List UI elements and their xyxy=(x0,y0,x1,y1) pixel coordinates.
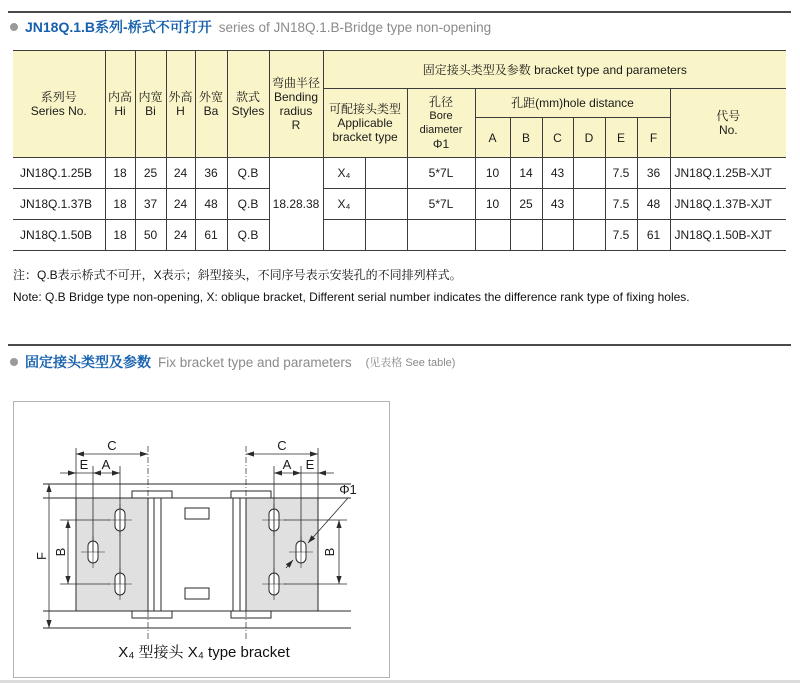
col-header-bending-en3: R xyxy=(291,118,301,132)
col-header-bending xyxy=(269,51,323,158)
dim-label-c-left: C xyxy=(107,438,117,453)
cell-ba: 36 xyxy=(195,158,227,189)
dim-label-e-right: E xyxy=(305,457,315,472)
col-header-e: E xyxy=(605,118,637,158)
dim-label-f: F xyxy=(34,552,49,560)
col-header-bore xyxy=(407,89,475,158)
col-header-bore-en: Bore diameter xyxy=(419,110,463,136)
col-header-applicable-en1: Applicable xyxy=(337,116,393,130)
cell-h: 24 xyxy=(166,189,195,220)
cell-c xyxy=(542,220,573,251)
left-plate xyxy=(76,498,148,611)
cell-b: 25 xyxy=(510,189,542,220)
cell-h: 24 xyxy=(166,158,195,189)
cell-bi: 50 xyxy=(135,220,166,251)
dim-label-a-left: A xyxy=(101,457,111,472)
diagram-caption: X₄ 型接头 X₄ type bracket xyxy=(118,644,290,661)
section2-title-zh: 固定接头类型及参数 xyxy=(25,354,151,370)
section-bullet-icon xyxy=(10,23,18,31)
cell-f: 61 xyxy=(637,220,670,251)
col-header-hi-zh: 内高 xyxy=(107,90,132,104)
col-header-bending-en1: Bending xyxy=(273,90,319,104)
table-row xyxy=(13,158,786,189)
col-header-bi-zh: 内宽 xyxy=(138,90,163,104)
cell-ba: 48 xyxy=(195,189,227,220)
col-header-series-zh: 系列号 xyxy=(40,90,77,104)
cell-code: JN18Q.1.37B-XJT xyxy=(670,189,786,220)
col-header-applicable xyxy=(323,89,407,158)
col-header-hi-en: Hi xyxy=(114,104,126,118)
section-bullet-icon xyxy=(10,358,18,366)
col-header-ba xyxy=(195,51,227,158)
col-header-hole-distance: 孔距(mm)hole distance xyxy=(475,89,670,118)
note-zh: 注：Q.B表示桥式不可开，X表示；斜型接头，不同序号表示安装孔的不同排列样式。 xyxy=(13,268,462,282)
dim-label-phi1: Φ1 xyxy=(339,482,357,497)
cell-style: Q.B xyxy=(227,158,269,189)
dim-label-b-right: B xyxy=(322,547,337,557)
col-header-bi-en: Bi xyxy=(145,104,156,118)
col-header-code-zh: 代号 xyxy=(716,109,741,123)
section1-title-zh: JN18Q.1.B系列-桥式不可打开 xyxy=(25,19,212,35)
cell-f: 36 xyxy=(637,158,670,189)
cell-c: 43 xyxy=(542,158,573,189)
note-en: Note: Q.B Bridge type non-opening, X: oblique bracket, Different serial number indicates the difference rank type of fixing holes. xyxy=(13,290,690,304)
section2-top-rule xyxy=(8,344,791,346)
cell-b: 14 xyxy=(510,158,542,189)
bracket-diagram-box xyxy=(13,401,390,678)
col-header-hi xyxy=(105,51,135,158)
cell-a xyxy=(475,220,510,251)
cell-e: 7.5 xyxy=(605,158,637,189)
col-header-styles xyxy=(227,51,269,158)
col-header-applicable-en2: bracket type xyxy=(332,130,398,144)
col-header-code-en: No. xyxy=(718,123,738,137)
col-header-bending-zh: 弯曲半径 xyxy=(271,76,320,90)
cell-bracket-type xyxy=(323,220,365,251)
cell-f: 48 xyxy=(637,189,670,220)
cell-code: JN18Q.1.25B-XJT xyxy=(670,158,786,189)
table-row xyxy=(13,220,786,251)
cell-d xyxy=(573,220,605,251)
cell-series: JN18Q.1.25B xyxy=(13,158,105,189)
cell-hi: 18 xyxy=(105,189,135,220)
cell-bracket-type2 xyxy=(365,158,407,189)
col-header-ba-zh: 外宽 xyxy=(198,90,223,104)
col-header-h-en: H xyxy=(176,104,185,118)
cell-a: 10 xyxy=(475,189,510,220)
table-notes xyxy=(13,264,793,308)
dim-label-e-left: E xyxy=(79,457,89,472)
cell-bracket-type: X₄ xyxy=(323,189,365,220)
col-header-a: A xyxy=(475,118,510,158)
cell-e: 7.5 xyxy=(605,189,637,220)
cell-series: JN18Q.1.37B xyxy=(13,189,105,220)
cell-b xyxy=(510,220,542,251)
col-header-series xyxy=(13,51,105,158)
cell-style: Q.B xyxy=(227,189,269,220)
right-plate xyxy=(246,498,318,611)
table-row xyxy=(13,189,786,220)
col-header-d: D xyxy=(573,118,605,158)
cell-bi: 25 xyxy=(135,158,166,189)
col-header-applicable-zh: 可配接头类型 xyxy=(328,102,401,116)
cell-h: 24 xyxy=(166,220,195,251)
cell-hi: 18 xyxy=(105,158,135,189)
col-header-h xyxy=(166,51,195,158)
cell-ba: 61 xyxy=(195,220,227,251)
section1-title-en: series of JN18Q.1.B-Bridge type non-opening xyxy=(218,19,492,35)
section2-title xyxy=(10,352,455,372)
cell-code: JN18Q.1.50B-XJT xyxy=(670,220,786,251)
dim-label-b-left: B xyxy=(53,547,68,557)
col-header-ba-en: Ba xyxy=(203,104,219,118)
dim-label-c-right: C xyxy=(277,438,287,453)
col-header-bending-en2: radius xyxy=(279,104,313,118)
cell-bi: 37 xyxy=(135,189,166,220)
cell-bore xyxy=(407,220,475,251)
col-header-f: F xyxy=(637,118,670,158)
section2-title-aside: (见表格 See table) xyxy=(365,357,456,369)
col-header-bi xyxy=(135,51,166,158)
cell-bore: 5*7L xyxy=(407,189,475,220)
cell-bracket-type: X₄ xyxy=(323,158,365,189)
section2-title-en: Fix bracket type and parameters xyxy=(158,354,352,370)
dim-label-a-right: A xyxy=(282,457,292,472)
bracket-technical-drawing xyxy=(14,402,389,677)
col-header-bore-sym: Φ1 xyxy=(432,137,450,151)
col-header-bore-zh: 孔径 xyxy=(428,95,453,109)
group-header-bracket: 固定接头类型及参数 bracket type and parameters xyxy=(323,51,786,89)
cell-a: 10 xyxy=(475,158,510,189)
col-header-c: C xyxy=(542,118,573,158)
cell-d xyxy=(573,158,605,189)
section1-title xyxy=(10,17,491,37)
col-header-b: B xyxy=(510,118,542,158)
spec-table xyxy=(13,50,786,251)
col-header-styles-en: Styles xyxy=(231,104,265,118)
col-header-h-zh: 外高 xyxy=(168,90,193,104)
cell-bore: 5*7L xyxy=(407,158,475,189)
cell-hi: 18 xyxy=(105,220,135,251)
col-header-series-en: Series No. xyxy=(30,104,87,118)
cell-style: Q.B xyxy=(227,220,269,251)
cell-bracket-type2 xyxy=(365,220,407,251)
section1-top-rule xyxy=(8,11,791,13)
cell-c: 43 xyxy=(542,189,573,220)
cell-e: 7.5 xyxy=(605,220,637,251)
col-header-styles-zh: 款式 xyxy=(235,90,260,104)
col-header-code xyxy=(670,89,786,158)
cell-bending-radius: 18.28.38 xyxy=(269,158,323,251)
cell-series: JN18Q.1.50B xyxy=(13,220,105,251)
cell-d xyxy=(573,189,605,220)
cell-bracket-type2 xyxy=(365,189,407,220)
